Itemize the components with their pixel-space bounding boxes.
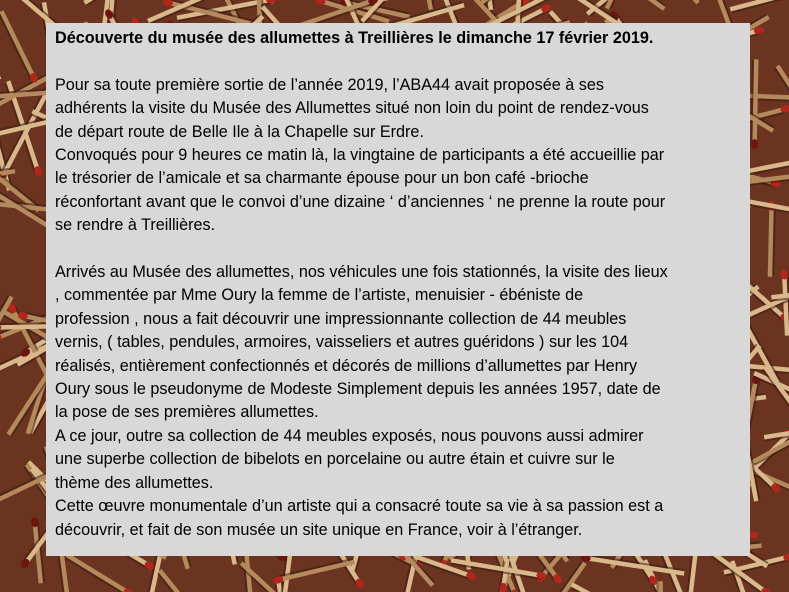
paragraph-line: découvrir, et fait de son musée un site unique en France, voir à l’étranger.: [55, 520, 583, 539]
paragraph-line: réconfortant avant que le convoi d’une dizaine ‘ d’anciennes ‘ ne prenne la route pour: [55, 192, 666, 211]
paragraph-line: la pose de ses premières allumettes.: [55, 403, 319, 422]
matchstick: [656, 581, 666, 592]
matchstick: [0, 10, 39, 85]
paragraph-line: de départ route de Belle Ile à la Chapelle sur Erdre.: [55, 122, 424, 141]
paragraph-line: Cette œuvre monumentale d’un artiste qui a consacré toute sa vie à sa passion est a: [55, 497, 664, 516]
matchstick: [412, 0, 436, 10]
matchstick: [766, 201, 776, 277]
paragraph-line: réalisés, entièrement confectionnés et décorés de millions d’allumettes par Henry: [55, 356, 638, 375]
matchstick: [156, 568, 223, 592]
paragraph-1: [55, 74, 742, 238]
paragraph-line: le trésorier de l’amicale et sa charmante épouse pour un bon café -brioche: [55, 169, 589, 188]
article-title: Découverte du musée des allumettes à Treillières le dimanche 17 février 2019.: [55, 29, 654, 47]
paragraph-line: Arrivés au Musée des allumettes, nos véhicules une fois stationnés, la visite des lieux: [55, 263, 668, 282]
matchstick: [65, 552, 135, 592]
paragraph-line: thème des allumettes.: [55, 473, 214, 492]
paragraph-line: , commentée par Mme Oury la femme de l’artiste, menuisier - ébéniste de: [55, 286, 584, 305]
matchstick: [570, 581, 662, 592]
paragraph-line: Pour sa toute première sortie de l’année 2019, l’ABA44 avait proposée à ses: [55, 75, 604, 94]
matchstick: [608, 0, 667, 12]
paragraph-line: une superbe collection de bibelots en porcelaine ou autre étain et cuivre sur le: [55, 450, 615, 469]
matchstick: [729, 0, 789, 13]
paragraph-line: vernis, ( tables, pendules, armoires, vaisseliers et autres guéridons ) sur les 104: [55, 333, 629, 352]
paragraph-2: [55, 261, 742, 542]
paragraph-line: Oury sous le pseudonyme de Modeste Simplement depuis les années 1957, date de: [55, 380, 661, 399]
paragraph-line: A ce jour, outre sa collection de 44 meubles exposés, nous pouvons aussi admirer: [55, 426, 644, 445]
matchstick: [750, 59, 760, 149]
paragraph-line: Convoqués pour 9 heures ce matin là, la vingtaine de participants a été accueillie par: [55, 146, 665, 165]
paragraph-line: se rendre à Treillières.: [55, 216, 216, 235]
paragraph-line: profession , nous a fait découvrir une impressionnante collection de 44 meubles: [55, 309, 627, 328]
article-card: [46, 23, 750, 556]
matchstick: [764, 418, 789, 442]
paragraph-line: adhérents la visite du Musée des Allumettes situé non loin du point de rendez-vous: [55, 99, 649, 118]
